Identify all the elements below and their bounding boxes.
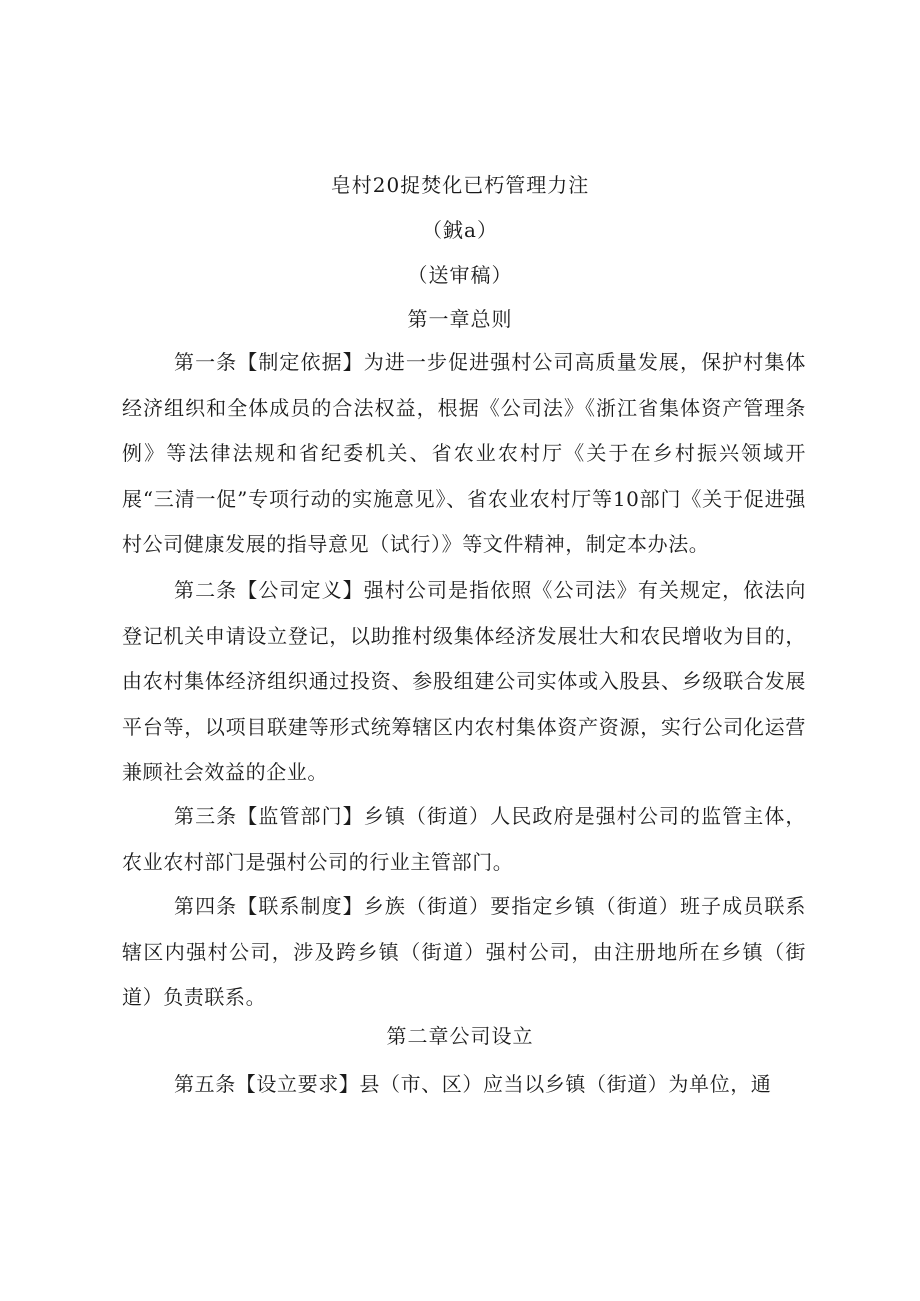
draft-note: （送审稿） <box>407 263 513 287</box>
document-title: 皂村20捉焚化已朽管理力注 <box>330 173 590 197</box>
article-3: 第三条【监管部门】乡镇（街道）人民政府是强村公司的监管主体，农业农村部门是强村公司的行业主管部门。 <box>122 804 806 874</box>
article-1: 第一条【制定依据】为进一步促进强村公司高质量发展，保护村集体经济组织和全体成员的合法权益，根据《公司法》《浙江省集体资产管理条例》等法律法规和省纪委机关、省农业农村厅《关于在乡村振兴领域开展“三清一促”专项行动的实施意见》、省农业农村厅等10部门《关于促进强村公司健康发展的指导意见（试行）》等文件精神，制定本办法。 <box>122 350 806 556</box>
chapter-heading-establishment: 第二章公司设立 <box>386 1024 534 1048</box>
chapter-heading-general: 第一章总则 <box>407 307 513 331</box>
article-5: 第五条【设立要求】县（市、区）应当以乡镇（街道）为单位，通 <box>174 1072 772 1096</box>
article-2: 第二条【公司定义】强村公司是指依照《公司法》有关规定，依法向登记机关申请设立登记，以助推村级集体经济发展壮大和农民增收为目的，由农村集体经济组织通过投资、参股组建公司实体或入股县、乡级联合发展平台等，以项目联建等形式统筹辖区内农村集体资产资源，实行公司化运营兼顾社会效益的企业。 <box>122 578 806 784</box>
document-subtitle: （銊a） <box>422 218 498 242</box>
article-4: 第四条【联系制度】乡族（街道）要指定乡镇（街道）班子成员联系辖区内强村公司，涉及跨乡镇（街道）强村公司，由注册地所在乡镇（街道）负责联系。 <box>122 894 806 1009</box>
